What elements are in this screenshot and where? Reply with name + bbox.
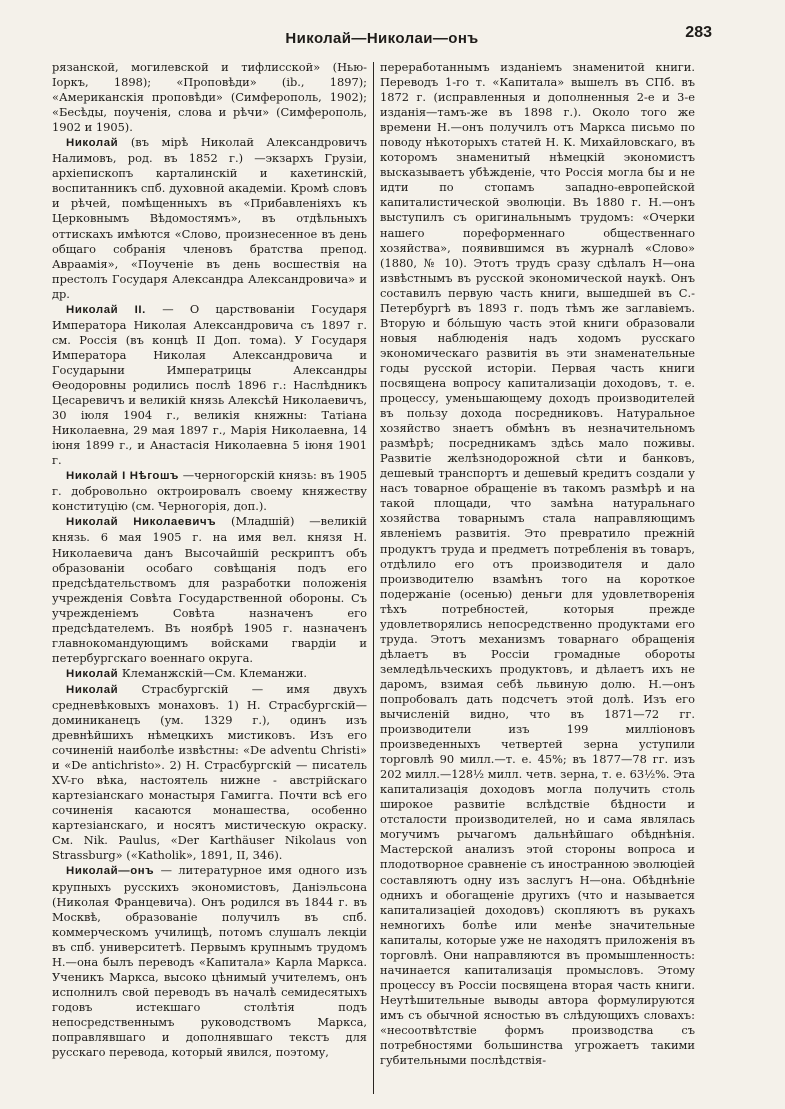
entry-headword: Николай—онъ bbox=[66, 865, 155, 878]
entry-nikolai-on bbox=[52, 863, 367, 1060]
entry-text: —черногорскій князь: въ 1905 г. добровольно октроировалъ своему княжеству конституцію (см. Черногорія, доп.). bbox=[52, 468, 367, 514]
entry-text: (Младшій) —великій князь. 6 мая 1905 г. на имя вел. князя Н. Николаевича данъ Высочайшій рескриптъ объ образованіи особаго совѣщанія подъ его предсѣдательствомъ для разработки положенія учрежденія Совѣта Государственной обороны. Съ учрежденіемъ Совѣта назначенъ его предсѣдателемъ. Въ ноябрѣ 1905 г. назначенъ главнокомандующимъ войсками гвардіи и петербургскаго военнаго округа. bbox=[52, 514, 367, 665]
entry-headword: Николай bbox=[66, 683, 119, 696]
entry-text: — литературное имя одного изъ крупныхъ русскихъ экономистовъ, Даніэльсона (Николая Францевича). Онъ родился въ 1844 г. въ Москвѣ, образованіе получилъ въ спб. коммерческомъ училищѣ, потомъ слушалъ лекціи въ спб. университетѣ. Первымъ крупнымъ трудомъ Н.—она былъ переводъ «Капитала» Карла Маркса. Ученикъ Маркса, высоко цѣнимый учителемъ, онъ исполнилъ свой переводъ въ началѣ семидесятыхъ годовъ истекшаго столѣтія подъ непосредственнымъ руководствомъ Маркса, поправлявшаго и дополнявшаго текстъ для русскаго перевода, который явился, поэтому, bbox=[52, 863, 367, 1060]
right-column bbox=[380, 60, 695, 1096]
entry-headword: Николай bbox=[66, 137, 119, 150]
entry-headword: Николай I Нѣгошъ bbox=[66, 470, 179, 483]
page-number: 283 bbox=[685, 24, 712, 41]
entry-headword: Николай bbox=[66, 667, 119, 680]
entry-nikolai-negosh bbox=[52, 468, 367, 514]
entry-text: (въ мірѣ Николай Александровичъ Налимовъ, род. въ 1852 г.) —экзархъ Грузіи, архіепископъ карталинскій и кахетинскій, воспитанникъ спб. духовной академіи. Кромѣ словъ и рѣчей, помѣщенныхъ въ «Прибавленіяхъ къ Церковнымъ Вѣдомостямъ», въ отдѣльныхъ оттискахъ имѣются «Слово, произнесенное въ день общаго собранія членовъ братства препод. Авраамія», «Поученіе въ день восшествія на престолъ Государя Александра Александровича» и др. bbox=[52, 135, 367, 301]
entry-headword: Николай Николаевичъ bbox=[66, 516, 217, 529]
column-divider bbox=[373, 62, 374, 1094]
entry-text: Страсбургскій — имя двухъ средневѣковыхъ монаховъ. 1) Н. Страсбургскій—доминиканецъ (ум. 1329 г.), одинъ изъ древнѣйшихъ нѣмецкихъ мистиковъ. Изъ его сочиненій наиболѣе извѣстны: «De adventu Christi» и «De antichristo». 2) Н. Страсбургскій — писатель XV-го вѣка, настоятель нижне - австрійскаго картезіанскаго монастыря Гамигга. Почти всѣ его сочиненія касаются монашества, особенно картезіанскаго, и носятъ мистическую окраску. См. Nik. Paulus, «Der Karthäuser Nikolaus von Strassburg» («Katholik», 1891, II, 346). bbox=[52, 681, 367, 863]
entry-text: Клеманжскій—См. Клеманжи. bbox=[121, 665, 308, 680]
entry-nikolai-klemanzh bbox=[52, 666, 367, 682]
left-column bbox=[52, 60, 367, 1096]
entry-nikolai-nalimov bbox=[52, 135, 367, 302]
continuation-paragraph: рязанской, могилевской и тифлисской» (Нью-Іоркъ, 1898); «Проповѣди» (ib., 1897); «Американскія проповѣди» (Симферополь, 1902); «Бесѣды, поученія, слова и рѣчи» (Симферополь, 1902 и 1905). bbox=[52, 60, 367, 135]
right-column-text: переработаннымъ изданіемъ знаменитой книги. Переводъ 1-го т. «Капитала» вышелъ въ СПб. въ 1872 г. (исправленныя и дополненныя 2-е и 3-е изданія—тамъ-же въ 1898 г.). Около того же времени Н.—онъ получилъ отъ Маркса письмо по поводу нѣкоторыхъ статей Н. К. Михайловскаго, въ которомъ знаменитый нѣмецкій экономистъ высказываетъ убѣжденіе, что Россія могла бы и не идти по стопамъ западно-европейской капиталистической эволюціи. Въ 1880 г. Н.—онъ выступилъ съ оригинальнымъ трудомъ: «Очерки нашего пореформеннаго общественнаго хозяйства», появившимся въ журналѣ «Слово» (1880, № 10). Этотъ трудъ сразу сдѣлалъ Н—она извѣстнымъ въ русской экономической наукѣ. Онъ составилъ первую часть книги, вышедшей въ С.-Петербургѣ въ 1893 г. подъ тѣмъ же заглавіемъ. Вторую и бо́льшую часть этой книги образовали новыя наблюденія надъ ходомъ русскаго экономическаго развитія въ эти знаменательные годы русской исторіи. Первая часть книги посвящена вопросу капитализаціи доходовъ, т. е. процессу, уменьшающему доходъ производителей въ пользу дохода посредниковъ. Натуральное хозяйство знаетъ обмѣнъ въ незначительномъ размѣрѣ; посредникамъ здѣсь мало поживы. Развитіе желѣзнодорожной сѣти и банковъ, дешевый транспортъ и дешевый кредитъ создали у насъ товарное обращеніе въ такомъ размѣрѣ и на такой площади, что замѣна натуральнаго хозяйства товарнымъ стала направляющимъ явленіемъ развитія. Это превратило прежній продуктъ труда и предметъ потребленія въ товаръ, отдѣлило его отъ производителя и дало производителю взамѣнъ того на короткое подержаніе (осенью) деньги для удовлетворенія тѣхъ потребностей, которыя прежде удовлетворялись непосредственно продуктами его труда. Этотъ механизмъ товарнаго обращенія дѣлаетъ въ Россіи громадные обороты земледѣльческихъ продуктовъ, и дѣлаетъ ихъ не даромъ, взимая себѣ львиную долю. Н.—онъ попробовалъ дать подсчетъ этой долѣ. Изъ его вычисленій видно, что въ 1871—72 гг. производители изъ 199 милліоновъ произведенныхъ четвертей зерна уступили торговлѣ 90 милл.—т. е. 45%; въ 1877—78 гг. изъ 202 милл.—128½ милл. четв. зерна, т. е. 63½%. Эта капитализація доходовъ могла получить столь широкое развитіе вслѣдствіе бѣдности и отсталости производителей, но и сама являлась могучимъ рычагомъ дальнѣйшаго обѣднѣнія. Мастерской анализъ этой стороны вопроса и плодотворное сравненіе съ иностранною эволюціей составляютъ одну изъ заслугъ Н—она. Обѣднѣніе однихъ и обогащеніе другихъ (что и называется капитализаціей доходовъ) скопляютъ въ рукахъ немногихъ болѣе или менѣе значительные капиталы, которые уже не находятъ приложенія въ торговлѣ. Они направляются въ промышленность: начинается капитализація промысловъ. Этому процессу въ Россіи посвящена вторая часть книги. Неутѣшительные выводы автора формулируются имъ съ обычной ясностью въ слѣдующихъ словахъ: «несоотвѣтствіе формъ производства съ потребностями большинства угрожаетъ такими губительными послѣдствія- bbox=[380, 60, 695, 1068]
running-title: Николай—Николаи—онъ bbox=[285, 30, 479, 47]
running-head bbox=[52, 18, 712, 58]
entry-text: — О царствованіи Государя Императора Николая Александровича съ 1897 г. см. Россія (въ концѣ II Доп. тома). У Государя Императора Николая Александровича и Государыни Императрицы Александры Ѳеодоровны родились послѣ 1896 г.: Наслѣдникъ Цесаревичъ и великій князь Алексѣй Николаевичъ, 30 іюля 1904 г., великія княжны: Татіана Николаевна, 29 мая 1897 г., Марія Николаевна, 14 іюня 1899 г., и Анастасія Николаевна 5 іюня 1901 г. bbox=[52, 301, 367, 468]
entry-nikolai-strasburg bbox=[52, 682, 367, 864]
entry-nikolai-ii bbox=[52, 302, 367, 469]
entry-nikolai-nikolaevich bbox=[52, 514, 367, 665]
entry-headword: Николай II. bbox=[66, 303, 146, 316]
